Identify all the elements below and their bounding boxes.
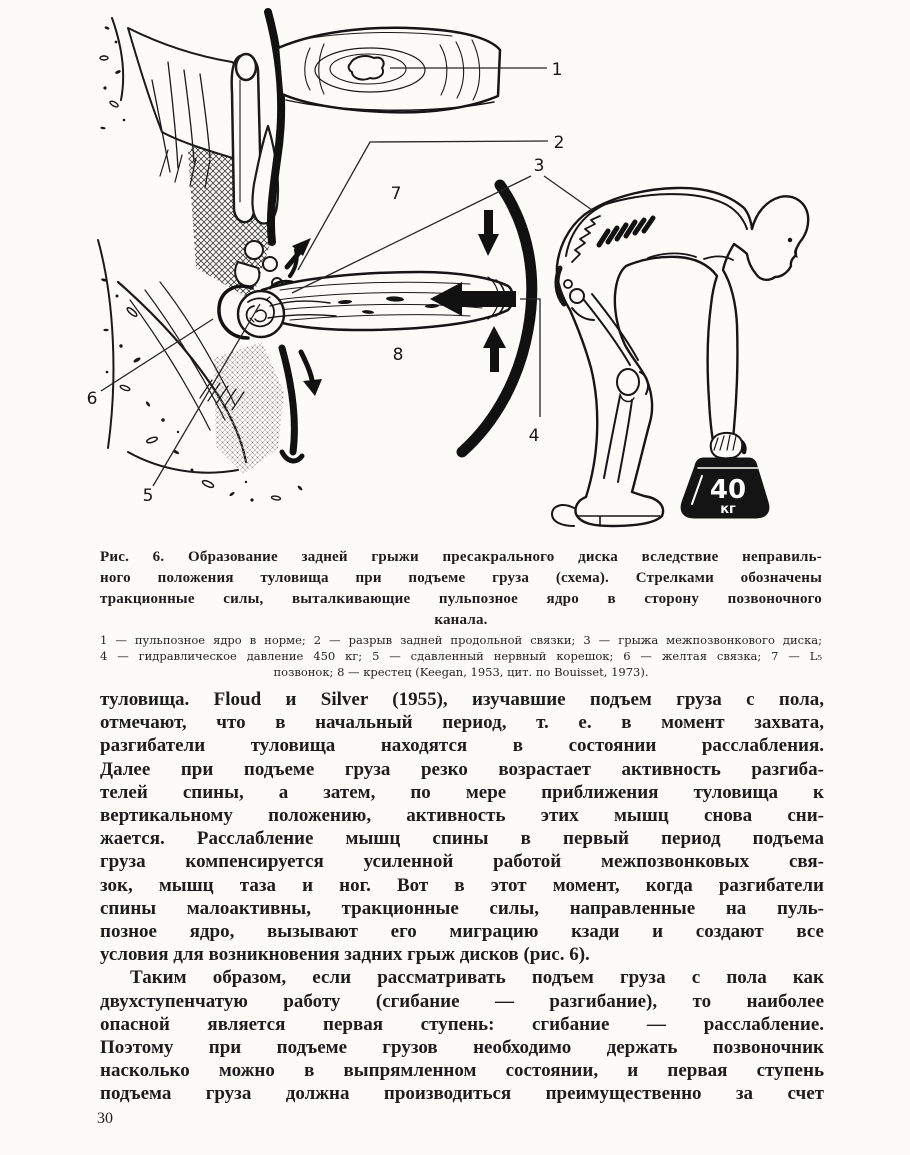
- sacral-bone-texture: [214, 342, 284, 474]
- body-line: подъема груза должна производиться преимущественно за счет: [100, 1083, 824, 1105]
- body-line: опасной является первая ступень: сгибание — расслабление.: [100, 1013, 824, 1035]
- body-line: спины малоактивны, тракционные силы, направленные на пуль-: [100, 897, 824, 919]
- text-line: Рис. 6. Образование задней грыжи пресакрального диска вследствие неправиль-: [100, 549, 822, 565]
- figure-legend: [100, 632, 822, 680]
- body-line: насколько можно в выпрямленном состоянии, и первая ступень: [100, 1060, 824, 1082]
- body-line: телей спины, а затем, по мере приближения туловища к: [100, 781, 824, 803]
- figure-caption: [100, 547, 822, 631]
- figure-label-2: 2: [553, 133, 565, 153]
- body-line: туловища. Floud и Silver (1955), изучавшие подъем груза с пола,: [100, 689, 824, 710]
- figure-6-illustration: [0, 0, 910, 540]
- text-line: тракционные силы, выталкивающие пульпозное ядро в сторону позвоночного: [100, 591, 822, 607]
- weight-value-text: 40: [709, 475, 747, 505]
- person-lifting-figure: [552, 188, 808, 526]
- text-line: позвонок; 8 — крестец (Keegan, 1953, цит. по Bouisset, 1973).: [273, 665, 649, 679]
- text-line: 1 — пульпозное ядро в норме; 2 — разрыв задней продольной связки; 3 — грыжа межпозвонкового диска;: [100, 633, 822, 647]
- text-line: 4 — гидравлическое давление 450 кг; 5 — сдавленный нервный корешок; 6 — желтая связка; 7 — L₅: [100, 649, 822, 663]
- eye-dot: [788, 238, 792, 242]
- body-line: разгибатели туловища находятся в состоянии расслабления.: [100, 735, 824, 757]
- text-line: ного положения туловища при подъеме груза (схема). Стрелками обозначены: [100, 570, 822, 586]
- figure-label-6: 6: [86, 389, 98, 409]
- body-line: груза компенсируется усиленной работой межпозвонковых свя-: [100, 851, 824, 873]
- spine-section-drawing: [98, 12, 532, 502]
- weight-unit-text: кг: [720, 502, 736, 517]
- body-line: Далее при подъеме груза резко возрастает активность разгиба-: [100, 758, 824, 780]
- body-line: отмечают, что в начальный период, т. е. в момент захвата,: [100, 712, 824, 734]
- body-line: жается. Расслабление мышц спины в первый период подъема: [100, 828, 824, 850]
- figure-label-7: 7: [390, 184, 402, 204]
- normal-disc-drawing: [278, 28, 500, 113]
- body-line: двухступенчатую работу (сгибание — разгибание), то наиболее: [100, 990, 824, 1012]
- body-line: зок, мышц таза и ног. Вот в этот момент, когда разгибатели: [100, 874, 824, 896]
- body-line: Поэтому при подъеме грузов необходимо держать позвоночник: [100, 1037, 824, 1059]
- body-line: условия для возникновения задних грыж дисков (рис. 6).: [100, 944, 590, 966]
- body-line: Таким образом, если рассматривать подъем груза с пола как: [130, 967, 824, 989]
- figure-label-3: 3: [533, 156, 545, 176]
- body-line: позное ядро, вызывают его миграцию кзади и создают все: [100, 921, 824, 943]
- figure-label-4: 4: [528, 426, 540, 446]
- page-number: 30: [97, 1110, 113, 1127]
- body-text: [100, 688, 824, 1106]
- body-line: вертикальному положению, активность этих мышц снова сни-: [100, 805, 824, 827]
- figure-label-1: 1: [551, 60, 563, 80]
- text-line: канала.: [434, 612, 488, 628]
- figure-label-8: 8: [392, 345, 404, 365]
- figure-label-5: 5: [142, 486, 154, 506]
- person-body-outline: [557, 188, 808, 526]
- weight-40kg: [681, 433, 769, 518]
